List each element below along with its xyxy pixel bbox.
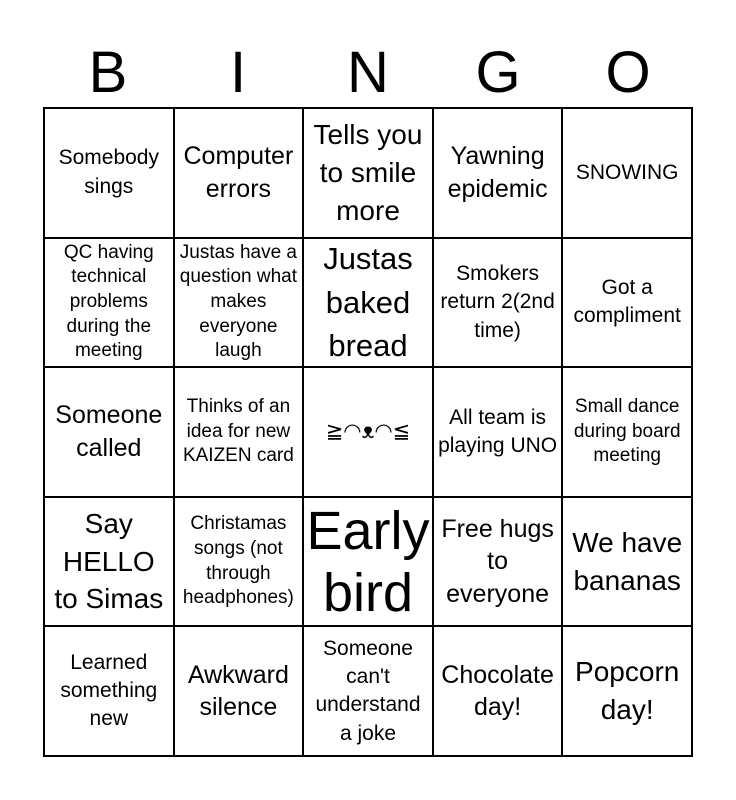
cell-text: Somebody sings [58, 146, 159, 198]
cell-text: Someone called [55, 401, 163, 462]
bingo-cell-r2c1[interactable] [45, 239, 175, 369]
cell-text: Thinks of an idea for new KAIZEN card [182, 395, 294, 467]
cell-text: All team is playing UNO [438, 405, 558, 457]
bingo-cell-r2c2[interactable] [175, 239, 305, 369]
cell-text: Christamas songs (not through headphones) [182, 513, 294, 609]
bingo-cell-free-space[interactable] [304, 368, 434, 498]
cell-text: SNOWING [575, 160, 679, 184]
bingo-board [43, 107, 693, 757]
bingo-cell-r1c4[interactable] [434, 109, 564, 239]
bingo-cell-r5c1[interactable] [45, 627, 175, 757]
cell-text: Learned something new [60, 650, 158, 731]
bingo-cell-r3c4[interactable] [434, 368, 564, 498]
bingo-cell-r4c3[interactable] [304, 498, 434, 628]
bingo-cell-r2c3[interactable] [304, 239, 434, 369]
bingo-cell-r1c1[interactable] [45, 109, 175, 239]
bingo-cell-r2c5[interactable] [563, 239, 693, 369]
cell-text: Early bird [306, 500, 430, 623]
bingo-cell-r1c3[interactable] [304, 109, 434, 239]
header-letter-n: N [347, 40, 389, 105]
bingo-cell-r3c2[interactable] [175, 368, 305, 498]
header-letter-i: I [229, 40, 247, 105]
cell-text: Someone can't understand a joke [315, 636, 421, 745]
bingo-cell-r3c5[interactable] [563, 368, 693, 498]
cell-text: Justas have a question what makes everyone laugh [179, 241, 298, 362]
bingo-cell-r4c1[interactable] [45, 498, 175, 628]
cell-text: Tells you to smile more [313, 119, 423, 226]
bingo-cell-r5c2[interactable] [175, 627, 305, 757]
bingo-cell-r1c5[interactable] [563, 109, 693, 239]
cell-text: We have bananas [572, 526, 683, 596]
free-space-emoticon: ≧◠ᴥ◠≦ [325, 419, 411, 443]
bingo-cell-r2c4[interactable] [434, 239, 564, 369]
bingo-cell-r5c4[interactable] [434, 627, 564, 757]
header-letter-o: O [605, 40, 651, 105]
cell-text: Got a compliment [573, 276, 681, 328]
header-letter-b: B [88, 40, 128, 105]
bingo-cell-r5c5[interactable] [563, 627, 693, 757]
cell-text: QC having technical problems during the meeting [63, 241, 154, 362]
cell-text: Popcorn day! [575, 656, 680, 726]
bingo-cell-r3c1[interactable] [45, 368, 175, 498]
cell-text: Smokers return 2(2nd time) [440, 261, 555, 342]
cell-text: Say HELLO to Simas [54, 507, 164, 615]
cell-text: Computer errors [183, 142, 294, 203]
bingo-cell-r5c3[interactable] [304, 627, 434, 757]
header-letter-g: G [475, 40, 521, 105]
cell-text: Yawning epidemic [447, 142, 548, 203]
cell-text: Justas baked bread [323, 241, 413, 364]
bingo-cell-r4c4[interactable] [434, 498, 564, 628]
bingo-cell-r4c2[interactable] [175, 498, 305, 628]
cell-text: Small dance during board meeting [573, 395, 681, 467]
bingo-cell-r1c2[interactable] [175, 109, 305, 239]
cell-text: Awkward silence [187, 660, 289, 722]
bingo-header [43, 40, 693, 106]
cell-text: Free hugs to everyone [441, 514, 554, 608]
cell-text: Chocolate day! [441, 660, 554, 722]
bingo-cell-r4c5[interactable] [563, 498, 693, 628]
